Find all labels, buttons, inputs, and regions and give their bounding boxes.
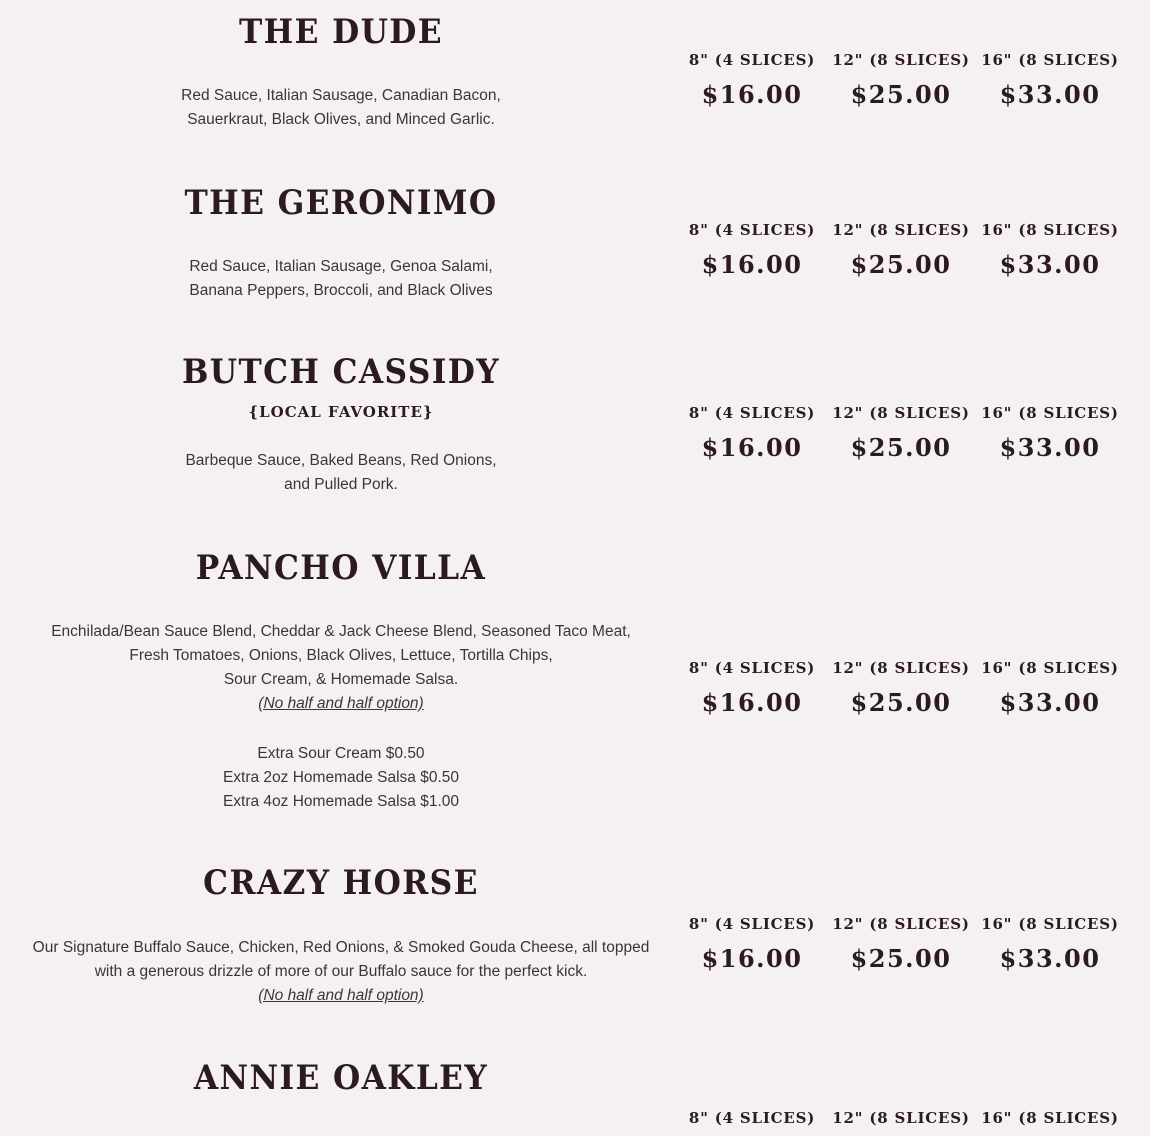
price: $16.00 bbox=[701, 688, 803, 717]
price: $33.00 bbox=[999, 250, 1101, 279]
size-option-12 bbox=[826, 220, 976, 280]
desc-line: Red Sauce, Italian Sausage, Genoa Salami, bbox=[189, 258, 493, 275]
item-description bbox=[0, 255, 682, 303]
price: $25.00 bbox=[850, 944, 952, 973]
size-label: 16" (8 SLICES) bbox=[981, 915, 1119, 933]
desc-line: Sour Cream, & Homemade Salsa. bbox=[223, 671, 459, 688]
size-option-16 bbox=[975, 1108, 1125, 1128]
size-label: 12" (8 SLICES) bbox=[832, 221, 970, 239]
item-name: PANCHO VILLA bbox=[195, 548, 487, 588]
item-description bbox=[0, 84, 682, 132]
size-label: 16" (8 SLICES) bbox=[981, 404, 1119, 422]
price: $33.00 bbox=[999, 688, 1101, 717]
size-option-8 bbox=[677, 50, 827, 110]
no-half-note: (No half and half option) bbox=[258, 987, 424, 1004]
size-option-16 bbox=[975, 50, 1125, 110]
size-option-8 bbox=[677, 914, 827, 974]
size-option-12 bbox=[826, 1108, 976, 1128]
price: $16.00 bbox=[701, 80, 803, 109]
size-label: 12" (8 SLICES) bbox=[832, 659, 970, 677]
size-label: 8" (4 SLICES) bbox=[688, 659, 816, 677]
item-name: ANNIE OAKLEY bbox=[193, 1058, 489, 1098]
desc-line: Barbeque Sauce, Baked Beans, Red Onions, bbox=[185, 452, 497, 469]
size-label: 16" (8 SLICES) bbox=[981, 51, 1119, 69]
size-label: 16" (8 SLICES) bbox=[981, 1109, 1119, 1127]
desc-line: Banana Peppers, Broccoli, and Black Olives bbox=[189, 282, 493, 299]
price: $16.00 bbox=[701, 944, 803, 973]
size-label: 8" (4 SLICES) bbox=[688, 404, 816, 422]
size-label: 16" (8 SLICES) bbox=[981, 659, 1119, 677]
price: $25.00 bbox=[850, 433, 952, 462]
desc-line: Enchilada/Bean Sauce Blend, Cheddar & Jack Cheese Blend, Seasoned Taco Meat, bbox=[51, 623, 631, 640]
extra-item: Extra 4oz Homemade Salsa $1.00 bbox=[222, 793, 460, 810]
desc-line: Red Sauce, Italian Sausage, Canadian Bacon, bbox=[181, 87, 501, 104]
size-option-16 bbox=[975, 403, 1125, 463]
size-option-16 bbox=[975, 658, 1125, 718]
size-option-8 bbox=[677, 403, 827, 463]
price: $25.00 bbox=[850, 250, 952, 279]
size-label: 8" (4 SLICES) bbox=[688, 221, 816, 239]
size-label: 8" (4 SLICES) bbox=[688, 51, 816, 69]
size-option-8 bbox=[677, 1108, 827, 1128]
item-subtitle: {LOCAL FAVORITE} bbox=[248, 403, 434, 421]
price: $25.00 bbox=[850, 688, 952, 717]
price: $33.00 bbox=[999, 433, 1101, 462]
price: $33.00 bbox=[999, 944, 1101, 973]
desc-line: Our Signature Buffalo Sauce, Chicken, Red Onions, & Smoked Gouda Cheese, all topped bbox=[32, 939, 650, 956]
size-label: 12" (8 SLICES) bbox=[832, 404, 970, 422]
desc-line: and Pulled Pork. bbox=[284, 476, 398, 493]
size-option-12 bbox=[826, 914, 976, 974]
extra-item: Extra 2oz Homemade Salsa $0.50 bbox=[222, 769, 460, 786]
no-half-note: (No half and half option) bbox=[258, 695, 424, 712]
size-option-12 bbox=[826, 403, 976, 463]
price: $16.00 bbox=[701, 250, 803, 279]
price: $25.00 bbox=[850, 80, 952, 109]
size-label: 16" (8 SLICES) bbox=[981, 221, 1119, 239]
size-option-8 bbox=[677, 658, 827, 718]
size-label: 8" (4 SLICES) bbox=[688, 915, 816, 933]
desc-line: Sauerkraut, Black Olives, and Minced Garlic. bbox=[187, 111, 495, 128]
size-option-16 bbox=[975, 914, 1125, 974]
size-label: 8" (4 SLICES) bbox=[688, 1109, 816, 1127]
item-description bbox=[0, 449, 682, 497]
item-name: THE DUDE bbox=[239, 12, 443, 52]
extra-item: Extra Sour Cream $0.50 bbox=[257, 745, 425, 762]
size-label: 12" (8 SLICES) bbox=[832, 51, 970, 69]
item-name: BUTCH CASSIDY bbox=[181, 352, 501, 392]
price: $16.00 bbox=[701, 433, 803, 462]
item-description bbox=[0, 936, 682, 1008]
price: $33.00 bbox=[999, 80, 1101, 109]
size-option-12 bbox=[826, 658, 976, 718]
size-label: 12" (8 SLICES) bbox=[832, 1109, 970, 1127]
size-option-16 bbox=[975, 220, 1125, 280]
item-description bbox=[0, 620, 682, 814]
desc-line: Fresh Tomatoes, Onions, Black Olives, Lettuce, Tortilla Chips, bbox=[129, 647, 553, 664]
extras-list bbox=[0, 742, 682, 814]
item-name: CRAZY HORSE bbox=[203, 863, 479, 903]
size-option-12 bbox=[826, 50, 976, 110]
size-label: 12" (8 SLICES) bbox=[832, 915, 970, 933]
item-name: THE GERONIMO bbox=[184, 183, 498, 223]
desc-line: with a generous drizzle of more of our Buffalo sauce for the perfect kick. bbox=[94, 963, 588, 980]
size-option-8 bbox=[677, 220, 827, 280]
